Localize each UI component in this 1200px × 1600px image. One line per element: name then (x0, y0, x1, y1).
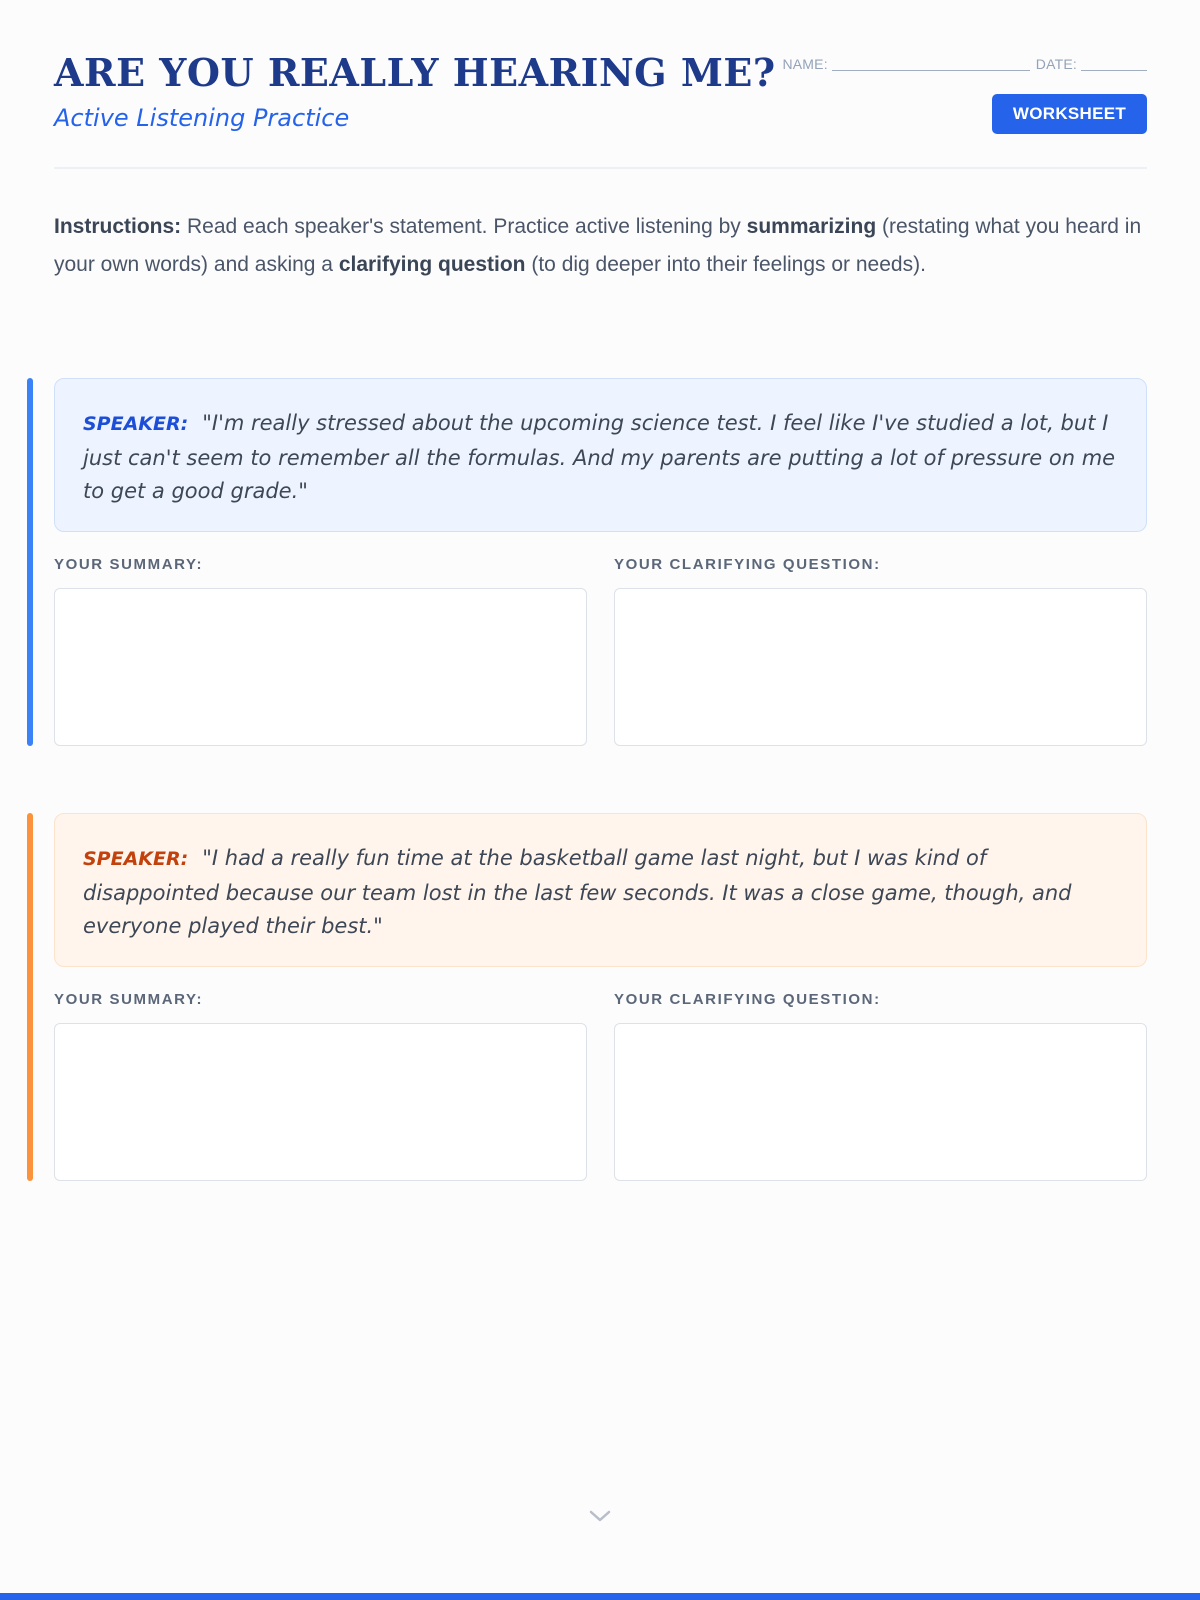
speaker-quote (54, 378, 1147, 532)
quote-text: "I had a really fun time at the basketball game last night, but I was kind of disappointed because our team lost in the last few seconds. It was a close game, though, and everyone played their best." (83, 846, 1072, 938)
speaker-label: SPEAKER: (83, 848, 189, 870)
instructions-term-clarifying: clarifying question (338, 253, 526, 276)
section-accent-bar (27, 813, 33, 1181)
question-label: YOUR CLARIFYING QUESTION: (614, 991, 881, 1008)
date-label: DATE: (1035, 56, 1077, 72)
instructions-lead: Instructions: (54, 215, 182, 238)
chevron-down-icon[interactable] (589, 1505, 611, 1527)
question-answer-box[interactable] (614, 588, 1147, 746)
footer-bar (0, 1593, 1200, 1600)
instructions-text-1: Read each speaker's statement. Practice active listening by (181, 215, 747, 238)
instructions-term-summarizing: summarizing (746, 215, 877, 238)
speaker-label: SPEAKER: (83, 413, 189, 435)
section-accent-bar (27, 378, 33, 746)
page-subtitle: Active Listening Practice (54, 104, 350, 132)
name-line[interactable] (832, 60, 1030, 71)
scenario-section-2 (54, 813, 1147, 1181)
name-date-fields (782, 56, 1147, 72)
question-label: YOUR CLARIFYING QUESTION: (614, 556, 881, 573)
date-line[interactable] (1081, 60, 1147, 71)
speaker-quote (54, 813, 1147, 967)
scenario-section-1 (54, 378, 1147, 746)
header-divider (54, 167, 1147, 169)
quote-text: "I'm really stressed about the upcoming science test. I feel like I've studied a lot, but I just can't seem to remember all the formulas. And my parents are putting a lot of pressure on me to get a good grade." (83, 411, 1116, 503)
worksheet-badge: WORKSHEET (992, 94, 1147, 134)
name-label: NAME: (782, 56, 828, 72)
instructions (54, 208, 1147, 284)
summary-answer-box[interactable] (54, 588, 587, 746)
question-answer-box[interactable] (614, 1023, 1147, 1181)
summary-answer-box[interactable] (54, 1023, 587, 1181)
instructions-text-2: (restating what you heard in your own words) and asking a (54, 215, 1142, 276)
summary-label: YOUR SUMMARY: (54, 991, 204, 1008)
instructions-text-3: (to dig deeper into their feelings or needs). (525, 253, 926, 276)
summary-label: YOUR SUMMARY: (54, 556, 204, 573)
page-title: ARE YOU REALLY HEARING ME? (54, 50, 776, 95)
